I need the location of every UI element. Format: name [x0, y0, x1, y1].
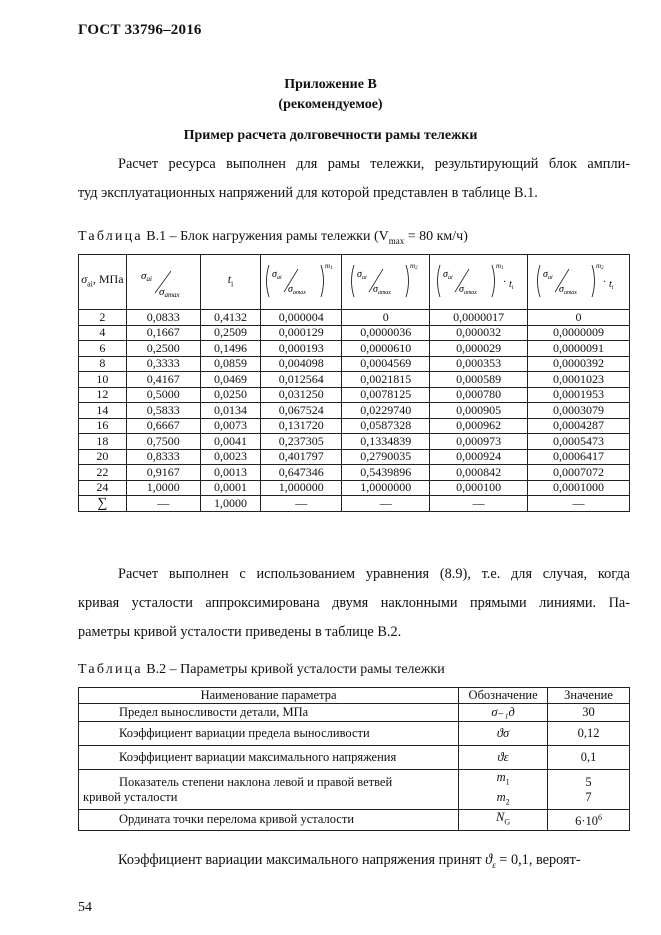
table-cell: 0,0000392	[528, 356, 630, 372]
table-cell: 0,000004	[261, 310, 342, 326]
svg-text:·: ·	[602, 276, 606, 288]
t-symbol: t	[227, 272, 232, 287]
table-cell: —	[342, 496, 430, 512]
paragraph-3-text: Коэффициент вариации максимального напряжения принят	[118, 852, 486, 868]
table-cell: 0,0073	[200, 418, 261, 434]
table-cell: 1,0000	[126, 480, 200, 496]
load-block-table	[78, 254, 630, 512]
table-row	[79, 449, 630, 465]
table-cell: 0,000924	[430, 449, 528, 465]
table-row	[79, 387, 630, 403]
header-ratio-power-m2	[342, 255, 430, 310]
table-cell: 0,0078125	[342, 387, 430, 403]
m1-symbol: m	[496, 770, 506, 784]
fatigue-parameters-table	[78, 687, 630, 831]
table-cell: 1,0000000	[342, 480, 430, 496]
table-cell: 0,0000009	[528, 325, 630, 341]
table-row	[79, 465, 630, 481]
table-row	[79, 372, 630, 388]
table-cell: 0,401797	[261, 449, 342, 465]
table-cell: 0,000032	[430, 325, 528, 341]
table-cell: 0,131720	[261, 418, 342, 434]
paragraph-2-line-1: Расчет выполнен с использованием уравнения (8.9), т.е. для случая, когда	[118, 566, 630, 582]
table-cell: 0,0250	[200, 387, 261, 403]
table-cell: 0,0004569	[342, 356, 430, 372]
ratio-m2-formula	[348, 259, 424, 303]
parameter-value	[548, 770, 630, 810]
table-cell: 0,4167	[126, 372, 200, 388]
ng-symbol: N	[496, 810, 505, 824]
svg-text:ti: $t_i$	[508, 278, 514, 291]
parameter-name-line-2: кривой усталости	[83, 789, 178, 804]
table-cell: 0,012564	[261, 372, 342, 388]
header-ratio-m2-times-t	[528, 255, 630, 310]
table-row	[79, 810, 630, 831]
table-cell: 0,0833	[126, 310, 200, 326]
paragraph-2-line-2: кривая усталости аппроксимирована двумя наклонными прямыми линиями. Па-	[78, 595, 630, 611]
parameter-symbol: σ₋₁д	[459, 704, 548, 722]
table-cell: 0,0001	[200, 480, 261, 496]
parameter-value: 30	[548, 704, 630, 722]
table-1-caption-end: = 80 км/ч)	[404, 229, 468, 244]
table-row	[79, 310, 630, 326]
table-cell: 0,5833	[126, 403, 200, 419]
table-cell: 0,004098	[261, 356, 342, 372]
m1-subscript: 1	[505, 777, 510, 787]
table-1-caption	[78, 229, 468, 246]
table-cell: ∑	[79, 496, 127, 512]
table-row	[79, 325, 630, 341]
appendix-title: Приложение В	[284, 77, 377, 92]
t-subscript: i	[231, 279, 234, 289]
ratio-m1-formula	[263, 259, 339, 303]
m2-symbol: m	[496, 789, 506, 804]
table-cell: 0,000780	[430, 387, 528, 403]
example-title: Пример расчета долговечности рамы тележки	[183, 128, 478, 143]
page-number: 54	[78, 900, 92, 915]
parameter-name-line-1: Показатель степени наклона левой и правой ветвей	[119, 774, 393, 789]
ng-subscript: G	[504, 817, 511, 827]
table-cell: 2	[79, 310, 127, 326]
table-cell: —	[528, 496, 630, 512]
table-cell: 0,000353	[430, 356, 528, 372]
theta-subscript: ε	[492, 859, 496, 870]
table-row	[79, 341, 630, 357]
table-row	[79, 356, 630, 372]
header-designation: Обозначение	[459, 688, 548, 704]
parameter-name	[79, 770, 459, 810]
paragraph-1-line-1: Расчет ресурса выполнен для рамы тележки, результирующий блок ампли-	[118, 156, 630, 172]
parameter-name: Предел выносливости детали, МПа	[79, 704, 459, 722]
table-cell: 0,4132	[200, 310, 261, 326]
table-1-body	[79, 310, 630, 512]
parameter-name: Коэффициент вариации предела выносливости	[79, 722, 459, 746]
ng-value: 6·10	[575, 814, 598, 829]
header-value: Значение	[548, 688, 630, 704]
table-cell: 0,0004287	[528, 418, 630, 434]
table-cell: 1,000000	[261, 480, 342, 496]
table-cell: 0,0006417	[528, 449, 630, 465]
parameter-symbol	[459, 810, 548, 831]
table-cell: 0,0000610	[342, 341, 430, 357]
sigma-subscript: ai	[87, 279, 93, 289]
svg-text:σamax: $\sigma_{amax}$	[288, 283, 307, 296]
table-1-header-row	[79, 255, 630, 310]
table-cell: 0,000589	[430, 372, 528, 388]
svg-text:m1: m1	[325, 261, 333, 271]
header-ratio-m1-times-t	[430, 255, 528, 310]
table-cell: 0,2790035	[342, 449, 430, 465]
table-cell: 0,0013	[200, 465, 261, 481]
parameter-name: Коэффициент вариации максимального напряжения	[79, 746, 459, 770]
header-ratio	[126, 255, 200, 310]
table-cell: 0,000129	[261, 325, 342, 341]
table-cell: 16	[79, 418, 127, 434]
table-cell: 0,0229740	[342, 403, 430, 419]
svg-text:m2: m2	[409, 261, 418, 271]
parameter-value: 0,12	[548, 722, 630, 746]
table-1-caption-sub: max	[388, 235, 405, 246]
table-row	[79, 434, 630, 450]
svg-text:σamax: $\sigma_{amax}$	[372, 283, 391, 296]
theta-symbol: ϑ	[485, 852, 493, 868]
svg-text:σamax: $\sigma_{amax}$	[458, 283, 477, 296]
table-cell: 20	[79, 449, 127, 465]
table-row	[79, 418, 630, 434]
paragraph-2	[78, 560, 630, 647]
table-cell: —	[261, 496, 342, 512]
table-cell: 0,647346	[261, 465, 342, 481]
table-cell: 0,000905	[430, 403, 528, 419]
unit-label: , МПа	[92, 272, 124, 287]
table-cell: 0,031250	[261, 387, 342, 403]
paragraph-1	[78, 150, 630, 208]
table-1-caption-prefix: Таблица	[78, 229, 143, 244]
table-cell: —	[430, 496, 528, 512]
table-cell: 0,0587328	[342, 418, 430, 434]
paragraph-3-text-end: = 0,1, вероят-	[495, 852, 581, 868]
document-header: ГОСТ 33796–2016	[78, 22, 202, 38]
paragraph-1-line-2: туд эксплуатационных напряжений для которой представлен в таблице В.1.	[78, 185, 538, 201]
table-cell: 0,1496	[200, 341, 261, 357]
table-cell: 0,5439896	[342, 465, 430, 481]
sigma-symbol: σ	[81, 272, 88, 287]
table-cell: 0,0469	[200, 372, 261, 388]
table-cell: 0,0134	[200, 403, 261, 419]
table-cell: 0,9167	[126, 465, 200, 481]
table-cell: 0	[528, 310, 630, 326]
table-cell: 0,6667	[126, 418, 200, 434]
table-cell: 0,7500	[126, 434, 200, 450]
svg-text:σai: $\sigma_{ai}$	[356, 268, 367, 281]
svg-text:m1: m1	[495, 261, 504, 271]
svg-text:σai: $\sigma_{ai}$	[272, 268, 282, 281]
svg-text:ti: $t_i$	[608, 278, 613, 291]
svg-text:σai: σai	[141, 269, 153, 283]
table-cell: 0,0041	[200, 434, 261, 450]
table-cell: 0,000973	[430, 434, 528, 450]
table-cell: 0,0021815	[342, 372, 430, 388]
table-row	[79, 403, 630, 419]
table-cell: 0,0023	[200, 449, 261, 465]
table-cell: 0,2509	[200, 325, 261, 341]
header-parameter-name: Наименование параметра	[79, 688, 459, 704]
table-2-header-row	[79, 688, 630, 704]
table-cell: 8	[79, 356, 127, 372]
m2-subscript: 2	[505, 797, 510, 806]
table-cell: 0,0001023	[528, 372, 630, 388]
table-cell: 0,000842	[430, 465, 528, 481]
table-cell: 6	[79, 341, 127, 357]
parameter-symbol: ϑσ	[459, 722, 548, 746]
table-cell: 0,8333	[126, 449, 200, 465]
table-cell: 18	[79, 434, 127, 450]
svg-text:σamax: $\sigma_{amax}$	[558, 283, 577, 296]
paragraph-3	[78, 846, 630, 880]
table-cell: 0,067524	[261, 403, 342, 419]
table-row	[79, 746, 630, 770]
table-1-caption-text: В.1 – Блок нагружения рамы тележки (V	[142, 229, 389, 244]
table-cell: 0,0859	[200, 356, 261, 372]
table-cell: 24	[79, 480, 127, 496]
svg-text:σai: $\sigma_{ai}$	[442, 268, 453, 281]
table-row	[79, 704, 630, 722]
header-relative-time	[200, 255, 261, 310]
table-cell: 0,1667	[126, 325, 200, 341]
table-cell: 0,000193	[261, 341, 342, 357]
svg-text:·: ·	[502, 276, 506, 288]
paragraph-3-line-1	[78, 846, 630, 880]
table-cell: 0,0005473	[528, 434, 630, 450]
table-2-caption	[78, 662, 445, 678]
ratio-m2-t-formula	[534, 259, 624, 303]
table-cell: 1,0000	[200, 496, 261, 512]
table-cell: 0,0007072	[528, 465, 630, 481]
table-cell: 0,000962	[430, 418, 528, 434]
table-cell: 14	[79, 403, 127, 419]
parameter-name: Ордината точки перелома кривой усталости	[79, 810, 459, 831]
value-m2: 7	[585, 789, 592, 804]
table-cell: 0,0001953	[528, 387, 630, 403]
table-cell: 0,1334839	[342, 434, 430, 450]
svg-text:σai: $\sigma_{ai}$	[542, 268, 553, 281]
table-cell: 4	[79, 325, 127, 341]
table-row	[79, 722, 630, 746]
table-cell: 10	[79, 372, 127, 388]
header-stress-amplitude	[79, 255, 127, 310]
table-cell: 22	[79, 465, 127, 481]
appendix-subtitle: (рекомендуемое)	[278, 97, 383, 112]
svg-text:σamax: σamax	[159, 285, 180, 299]
table-row	[79, 480, 630, 496]
table-cell: 0,2500	[126, 341, 200, 357]
table-cell: 0	[342, 310, 430, 326]
table-cell: —	[126, 496, 200, 512]
table-row	[79, 770, 630, 810]
ratio-formula	[133, 261, 193, 301]
svg-text:m2: m2	[595, 261, 604, 271]
table-cell: 0,000029	[430, 341, 528, 357]
table-cell: 0,0001000	[528, 480, 630, 496]
table-cell: 0,0000017	[430, 310, 528, 326]
table-cell: 0,0000036	[342, 325, 430, 341]
table-cell: 0,000100	[430, 480, 528, 496]
parameter-value: 0,1	[548, 746, 630, 770]
paragraph-2-line-3: раметры кривой усталости приведены в таблице В.2.	[78, 624, 402, 640]
parameter-symbol	[459, 770, 548, 810]
table-cell: 0,3333	[126, 356, 200, 372]
table-2-caption-text: В.2 – Параметры кривой усталости рамы тележки	[142, 662, 445, 677]
table-2-caption-prefix: Таблица	[78, 662, 143, 677]
table-cell: 0,5000	[126, 387, 200, 403]
table-cell: 0,0003079	[528, 403, 630, 419]
ratio-m1-t-formula	[434, 259, 524, 303]
table-row	[79, 496, 630, 512]
value-m1: 5	[585, 774, 592, 789]
table-cell: 0,237305	[261, 434, 342, 450]
ng-exponent: 6	[597, 813, 602, 823]
parameter-value	[548, 810, 630, 831]
header-ratio-power-m1	[261, 255, 342, 310]
table-cell: 12	[79, 387, 127, 403]
table-cell: 0,0000091	[528, 341, 630, 357]
parameter-symbol: ϑε	[459, 746, 548, 770]
